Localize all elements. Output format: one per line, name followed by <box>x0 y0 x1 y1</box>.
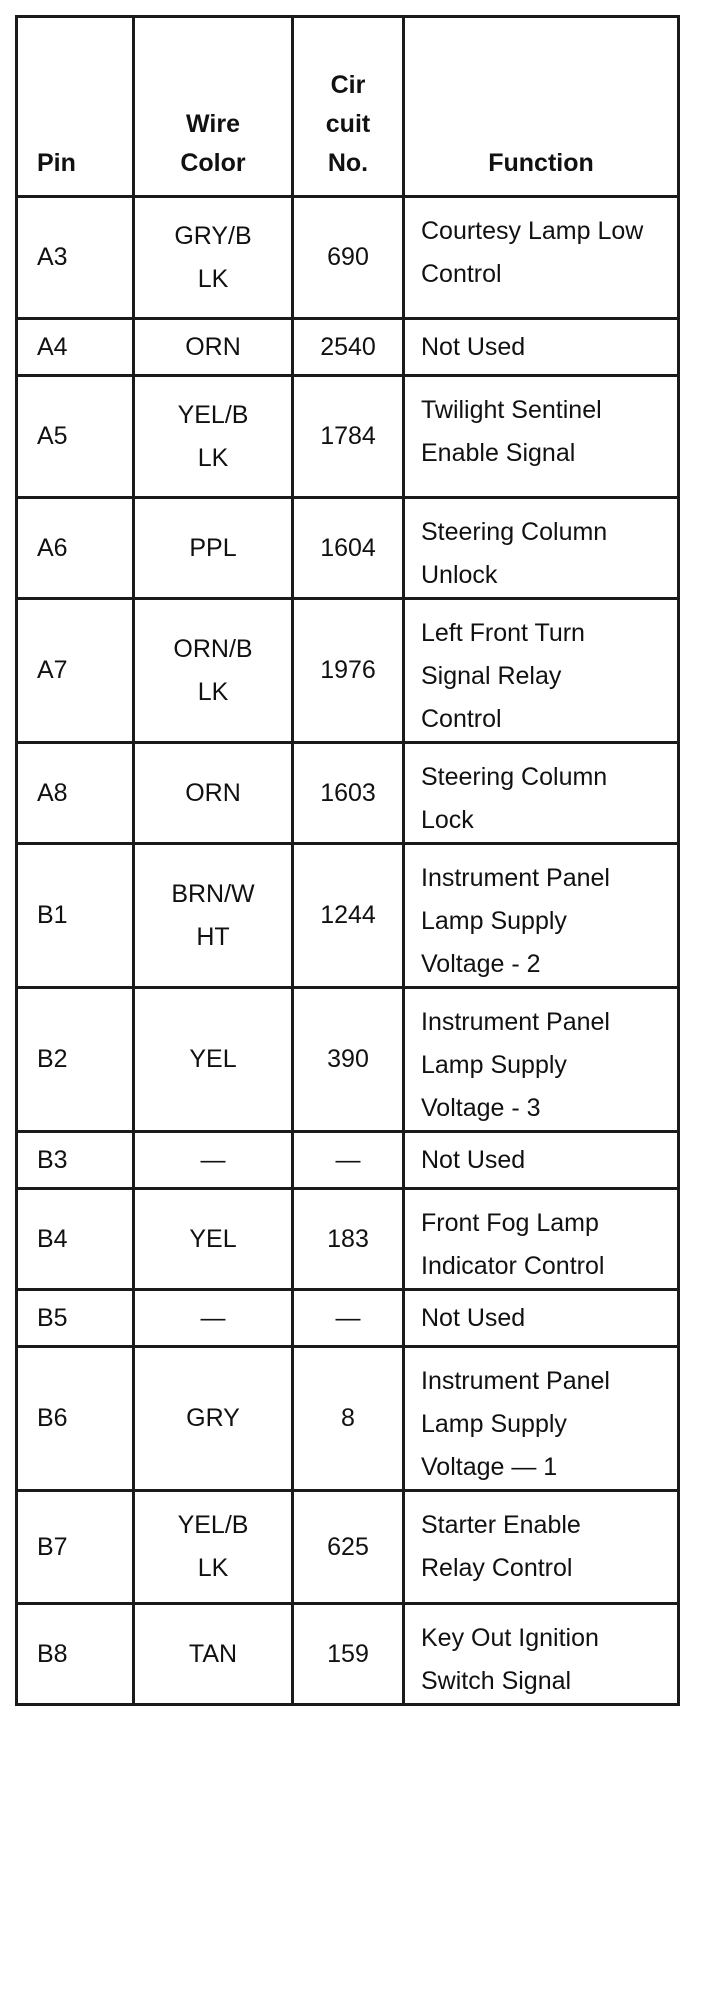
circuit-number-cell: 2540 <box>293 319 404 376</box>
pin-cell: B7 <box>17 1491 134 1604</box>
function-cell <box>404 844 679 988</box>
wire-color-line: — <box>200 1145 226 1174</box>
header-wire-color-line: Color <box>180 149 246 177</box>
header-row <box>17 17 679 197</box>
function-line: Instrument Panel <box>421 1367 610 1395</box>
function-line: Lock <box>421 806 474 834</box>
wire-color-line: LK <box>197 677 229 706</box>
wire-color-cell <box>134 844 293 988</box>
function-line: Switch Signal <box>421 1667 572 1695</box>
table-row <box>17 1132 679 1189</box>
wire-color-line: LK <box>197 443 229 472</box>
pin-cell: B4 <box>17 1189 134 1290</box>
wire-color-cell <box>134 1290 293 1347</box>
function-line: Instrument Panel <box>421 1008 610 1036</box>
circuit-number-cell: 183 <box>293 1189 404 1290</box>
function-line: Key Out Ignition <box>421 1624 599 1652</box>
table-row <box>17 1604 679 1705</box>
function-line: Lamp Supply <box>421 907 567 935</box>
function-line: Voltage — 1 <box>421 1453 558 1481</box>
wire-color-cell <box>134 197 293 319</box>
pin-cell: A8 <box>17 743 134 844</box>
wire-color-line: LK <box>197 264 229 293</box>
circuit-number-cell: — <box>293 1290 404 1347</box>
circuit-number-cell: 690 <box>293 197 404 319</box>
function-line: Instrument Panel <box>421 864 610 892</box>
table-row <box>17 376 679 498</box>
function-line: Indicator Control <box>421 1252 605 1280</box>
header-wire-color <box>134 17 293 197</box>
table-row <box>17 844 679 988</box>
function-line: Courtesy Lamp Low <box>421 217 644 245</box>
circuit-number-cell: 1603 <box>293 743 404 844</box>
table-row <box>17 319 679 376</box>
function-cell <box>404 1132 679 1189</box>
wire-color-cell <box>134 599 293 743</box>
function-cell <box>404 599 679 743</box>
header-function: Function <box>404 17 679 197</box>
function-line: Twilight Sentinel <box>421 396 602 424</box>
table-row <box>17 743 679 844</box>
function-line: Not Used <box>421 1145 526 1174</box>
wire-color-line: BRN/W <box>171 879 255 908</box>
header-circuit-no <box>293 17 404 197</box>
wire-color-line: YEL/B <box>177 400 249 429</box>
circuit-number-cell: 1604 <box>293 498 404 599</box>
circuit-number-cell: 159 <box>293 1604 404 1705</box>
header-circuit-no-line: Cir <box>330 71 366 99</box>
function-cell <box>404 743 679 844</box>
function-line: Enable Signal <box>421 439 576 467</box>
wire-color-line: ORN <box>185 332 241 361</box>
pin-cell: A3 <box>17 197 134 319</box>
table-row <box>17 599 679 743</box>
table-row <box>17 1491 679 1604</box>
circuit-number-cell: — <box>293 1132 404 1189</box>
function-line: Control <box>421 260 502 288</box>
wire-color-line: ORN <box>185 778 241 807</box>
wire-color-cell <box>134 988 293 1132</box>
header-circuit-no-line: No. <box>327 149 369 177</box>
wire-color-line: YEL <box>189 1045 237 1073</box>
wire-color-cell <box>134 1132 293 1189</box>
function-line: Not Used <box>421 332 526 361</box>
circuit-number-cell: 1976 <box>293 599 404 743</box>
table-body <box>17 197 679 1705</box>
wire-color-cell <box>134 1491 293 1604</box>
function-cell <box>404 988 679 1132</box>
function-cell <box>404 376 679 498</box>
function-cell <box>404 1189 679 1290</box>
function-cell <box>404 498 679 599</box>
function-line: Front Fog Lamp <box>421 1209 599 1237</box>
pin-cell: A5 <box>17 376 134 498</box>
function-cell <box>404 197 679 319</box>
function-line: Voltage - 3 <box>421 1094 541 1122</box>
table-row <box>17 988 679 1132</box>
pin-cell: B3 <box>17 1132 134 1189</box>
wire-color-cell <box>134 1604 293 1705</box>
wire-color-line: HT <box>196 922 230 951</box>
wire-color-line: YEL <box>189 1224 237 1253</box>
function-line: Starter Enable <box>421 1511 581 1539</box>
table-row <box>17 498 679 599</box>
function-line: Control <box>421 705 502 733</box>
circuit-number-cell: 1244 <box>293 844 404 988</box>
pin-cell: A7 <box>17 599 134 743</box>
wire-color-line: ORN/B <box>173 634 253 663</box>
function-line: Lamp Supply <box>421 1410 567 1438</box>
function-line: Not Used <box>421 1303 526 1332</box>
function-cell <box>404 1491 679 1604</box>
connector-pinout-table <box>15 15 680 1706</box>
wire-color-line: GRY/B <box>174 221 252 250</box>
header-wire-color-line: Wire <box>186 110 240 138</box>
wire-color-cell <box>134 743 293 844</box>
function-line: Left Front Turn <box>421 619 585 647</box>
function-line: Steering Column <box>421 763 608 791</box>
header-pin: Pin <box>17 17 134 197</box>
pin-cell: B1 <box>17 844 134 988</box>
table-row <box>17 1189 679 1290</box>
circuit-number-cell: 625 <box>293 1491 404 1604</box>
wire-color-cell <box>134 376 293 498</box>
function-cell <box>404 1290 679 1347</box>
wire-color-cell <box>134 319 293 376</box>
function-line: Steering Column <box>421 518 608 546</box>
wire-color-cell <box>134 498 293 599</box>
table-row <box>17 1347 679 1491</box>
pin-cell: A6 <box>17 498 134 599</box>
wire-color-line: — <box>200 1303 226 1332</box>
wire-color-line: PPL <box>189 533 237 562</box>
function-line: Relay Control <box>421 1554 573 1582</box>
pin-cell: B8 <box>17 1604 134 1705</box>
pin-cell: A4 <box>17 319 134 376</box>
pin-cell: B5 <box>17 1290 134 1347</box>
wire-color-line: YEL/B <box>177 1511 249 1539</box>
function-line: Signal Relay <box>421 662 562 690</box>
pin-cell: B6 <box>17 1347 134 1491</box>
table-row <box>17 1290 679 1347</box>
circuit-number-cell: 8 <box>293 1347 404 1491</box>
table-row <box>17 197 679 319</box>
wire-color-line: TAN <box>188 1639 238 1668</box>
circuit-number-cell: 1784 <box>293 376 404 498</box>
wire-color-line: LK <box>197 1554 229 1582</box>
pin-cell: B2 <box>17 988 134 1132</box>
header-circuit-no-line: cuit <box>325 110 371 138</box>
function-line: Unlock <box>421 561 498 589</box>
function-cell <box>404 319 679 376</box>
function-line: Lamp Supply <box>421 1051 567 1079</box>
wire-color-line: GRY <box>186 1404 240 1432</box>
circuit-number-cell: 390 <box>293 988 404 1132</box>
wire-color-cell <box>134 1347 293 1491</box>
wire-color-cell <box>134 1189 293 1290</box>
function-cell <box>404 1347 679 1491</box>
function-line: Voltage - 2 <box>421 950 541 978</box>
function-cell <box>404 1604 679 1705</box>
